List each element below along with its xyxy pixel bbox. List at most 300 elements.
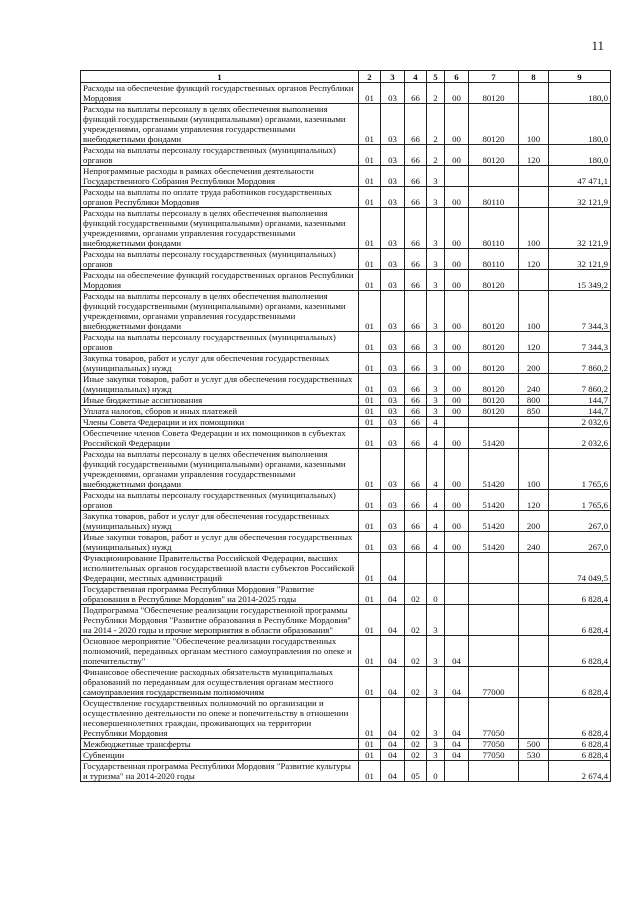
code-expense-type: 240: [519, 532, 549, 553]
header-cell: 6: [445, 71, 469, 83]
row-name: Осуществление государственных полномочий по организации и осуществлению деятельности по опеке и попечительству в отношении несовершеннолетних граждан, проживающих на территории Республики Мордовия: [81, 698, 359, 739]
code-activity: 00: [445, 104, 469, 145]
code-section: 01: [359, 761, 381, 782]
code-expense-type: [519, 761, 549, 782]
header-cell: 1: [81, 71, 359, 83]
code-target: 80120: [469, 353, 519, 374]
code-subsection: 04: [381, 761, 405, 782]
row-amount: 7 344,3: [549, 291, 611, 332]
code-subprogram: 2: [427, 104, 445, 145]
code-activity: 00: [445, 187, 469, 208]
code-activity: 00: [445, 270, 469, 291]
code-program: 66: [405, 104, 427, 145]
header-cell: 7: [469, 71, 519, 83]
row-name: Расходы на выплаты персоналу государственных (муниципальных) органов: [81, 332, 359, 353]
header-cell: 4: [405, 71, 427, 83]
code-expense-type: 200: [519, 511, 549, 532]
code-target: 80120: [469, 395, 519, 406]
code-program: 66: [405, 353, 427, 374]
code-program: 66: [405, 270, 427, 291]
code-subprogram: 2: [427, 83, 445, 104]
code-program: 66: [405, 406, 427, 417]
row-amount: 6 828,4: [549, 667, 611, 698]
row-name: Субвенции: [81, 750, 359, 761]
row-name: Расходы на выплаты персоналу государственных (муниципальных) органов: [81, 145, 359, 166]
code-section: 01: [359, 739, 381, 750]
code-target: 80110: [469, 187, 519, 208]
code-activity: 00: [445, 208, 469, 249]
code-section: 01: [359, 667, 381, 698]
code-expense-type: [519, 636, 549, 667]
code-subprogram: 3: [427, 166, 445, 187]
row-name: Основное мероприятие "Обеспечение реализации государственных полномочий, переданных органам местного самоуправления по опеке и попечительству": [81, 636, 359, 667]
code-section: 01: [359, 511, 381, 532]
code-activity: 04: [445, 636, 469, 667]
table-row: [81, 187, 611, 208]
table-row: [81, 761, 611, 782]
code-subsection: 04: [381, 553, 405, 584]
code-activity: 00: [445, 83, 469, 104]
row-name: Закупка товаров, работ и услуг для обеспечения государственных (муниципальных) нужд: [81, 353, 359, 374]
code-target: 80120: [469, 270, 519, 291]
table-row: [81, 667, 611, 698]
code-activity: 04: [445, 698, 469, 739]
code-program: 02: [405, 750, 427, 761]
code-subprogram: 4: [427, 532, 445, 553]
row-amount: 2 032,6: [549, 417, 611, 428]
code-program: 66: [405, 395, 427, 406]
code-subprogram: 4: [427, 449, 445, 490]
row-name: Расходы на выплаты персоналу государственных (муниципальных) органов: [81, 249, 359, 270]
code-target: 51420: [469, 490, 519, 511]
code-target: 51420: [469, 511, 519, 532]
code-section: 01: [359, 449, 381, 490]
code-expense-type: 100: [519, 291, 549, 332]
code-activity: 00: [445, 406, 469, 417]
code-program: 02: [405, 636, 427, 667]
row-name: Иные закупки товаров, работ и услуг для обеспечения государственных (муниципальных) нужд: [81, 374, 359, 395]
code-section: 01: [359, 417, 381, 428]
code-program: 66: [405, 428, 427, 449]
code-subsection: 04: [381, 605, 405, 636]
table-row: [81, 104, 611, 145]
code-subsection: 04: [381, 584, 405, 605]
code-program: 05: [405, 761, 427, 782]
code-target: 80110: [469, 208, 519, 249]
code-expense-type: [519, 187, 549, 208]
code-section: 01: [359, 145, 381, 166]
row-name: Расходы на выплаты персоналу в целях обеспечения выполнения функций государственными (муниципальными) органами, казенными учреждениями, органами управления государственными внебюджетными фондами: [81, 104, 359, 145]
code-program: 02: [405, 698, 427, 739]
code-subsection: 03: [381, 291, 405, 332]
code-section: 01: [359, 698, 381, 739]
row-amount: 180,0: [549, 145, 611, 166]
code-expense-type: [519, 417, 549, 428]
row-name: Закупка товаров, работ и услуг для обеспечения государственных (муниципальных) нужд: [81, 511, 359, 532]
table-row: [81, 249, 611, 270]
row-amount: 267,0: [549, 532, 611, 553]
row-amount: 6 828,4: [549, 584, 611, 605]
code-subsection: 03: [381, 532, 405, 553]
code-subprogram: 3: [427, 636, 445, 667]
code-target: 80120: [469, 406, 519, 417]
code-section: 01: [359, 291, 381, 332]
code-section: 01: [359, 332, 381, 353]
code-section: 01: [359, 395, 381, 406]
code-section: 01: [359, 187, 381, 208]
code-activity: 00: [445, 332, 469, 353]
row-amount: 6 828,4: [549, 750, 611, 761]
row-name: Расходы на выплаты персоналу государственных (муниципальных) органов: [81, 490, 359, 511]
code-target: 80120: [469, 83, 519, 104]
code-target: 80120: [469, 374, 519, 395]
code-subprogram: 4: [427, 428, 445, 449]
code-program: 66: [405, 490, 427, 511]
code-subsection: 03: [381, 449, 405, 490]
code-activity: 00: [445, 291, 469, 332]
code-target: 80110: [469, 249, 519, 270]
row-name: Государственная программа Республики Мордовия "Развитие культуры и туризма" на 2014-2020 годы: [81, 761, 359, 782]
row-name: Иные бюджетные ассигнования: [81, 395, 359, 406]
header-cell: 5: [427, 71, 445, 83]
code-subprogram: 4: [427, 417, 445, 428]
code-program: 66: [405, 417, 427, 428]
code-activity: 04: [445, 750, 469, 761]
code-expense-type: 200: [519, 353, 549, 374]
code-program: 66: [405, 187, 427, 208]
code-activity: 00: [445, 249, 469, 270]
table-row: [81, 417, 611, 428]
row-amount: 2 032,6: [549, 428, 611, 449]
table-row: [81, 291, 611, 332]
code-target: 51420: [469, 449, 519, 490]
row-amount: 267,0: [549, 511, 611, 532]
code-section: 01: [359, 605, 381, 636]
code-expense-type: [519, 166, 549, 187]
row-name: Функционирование Правительства Российской Федерации, высших исполнительных органов государственной власти субъектов Российской Федерации, местных администраций: [81, 553, 359, 584]
code-subsection: 03: [381, 270, 405, 291]
code-target: [469, 417, 519, 428]
code-activity: [445, 584, 469, 605]
code-section: 01: [359, 553, 381, 584]
code-activity: [445, 166, 469, 187]
code-program: 66: [405, 291, 427, 332]
table-body: [81, 83, 611, 782]
code-section: 01: [359, 750, 381, 761]
code-subprogram: 3: [427, 208, 445, 249]
row-amount: 7 344,3: [549, 332, 611, 353]
code-subsection: 04: [381, 698, 405, 739]
code-expense-type: [519, 270, 549, 291]
row-name: Расходы на выплаты персоналу в целях обеспечения выполнения функций государственными (муниципальными) органами, казенными учреждениями, органами управления государственными внебюджетными фондами: [81, 208, 359, 249]
code-target: 80120: [469, 145, 519, 166]
code-program: 66: [405, 208, 427, 249]
code-program: 66: [405, 145, 427, 166]
code-activity: 00: [445, 374, 469, 395]
code-program: 66: [405, 374, 427, 395]
code-activity: 04: [445, 667, 469, 698]
code-section: 01: [359, 83, 381, 104]
code-target: [469, 553, 519, 584]
row-amount: 180,0: [549, 83, 611, 104]
code-subsection: 03: [381, 406, 405, 417]
row-amount: 2 674,4: [549, 761, 611, 782]
code-target: 80120: [469, 332, 519, 353]
row-amount: 1 765,6: [549, 449, 611, 490]
code-activity: 00: [445, 449, 469, 490]
table-row: [81, 83, 611, 104]
table-row: [81, 270, 611, 291]
row-name: Члены Совета Федерации и их помощники: [81, 417, 359, 428]
code-subsection: 03: [381, 374, 405, 395]
header-cell: 3: [381, 71, 405, 83]
code-target: 80120: [469, 104, 519, 145]
code-subprogram: 2: [427, 145, 445, 166]
row-amount: 144,7: [549, 406, 611, 417]
code-subprogram: 3: [427, 605, 445, 636]
row-amount: 7 860,2: [549, 374, 611, 395]
code-target: [469, 605, 519, 636]
code-program: 66: [405, 532, 427, 553]
code-activity: 00: [445, 395, 469, 406]
code-program: 66: [405, 249, 427, 270]
row-name: Межбюджетные трансферты: [81, 739, 359, 750]
code-subsection: 03: [381, 353, 405, 374]
code-section: 01: [359, 532, 381, 553]
header-cell: 9: [549, 71, 611, 83]
code-subprogram: 3: [427, 406, 445, 417]
table-row: [81, 490, 611, 511]
code-activity: [445, 605, 469, 636]
code-subprogram: [427, 553, 445, 584]
code-expense-type: 850: [519, 406, 549, 417]
code-expense-type: [519, 83, 549, 104]
header-cell: 8: [519, 71, 549, 83]
table-row: [81, 750, 611, 761]
code-subprogram: 4: [427, 511, 445, 532]
code-target: 80120: [469, 291, 519, 332]
code-section: 01: [359, 353, 381, 374]
code-activity: 04: [445, 739, 469, 750]
code-subprogram: 0: [427, 761, 445, 782]
code-program: 02: [405, 584, 427, 605]
table-row: [81, 553, 611, 584]
row-amount: 15 349,2: [549, 270, 611, 291]
code-expense-type: [519, 428, 549, 449]
code-target: [469, 636, 519, 667]
code-subprogram: 3: [427, 291, 445, 332]
table-row: [81, 353, 611, 374]
code-expense-type: 120: [519, 249, 549, 270]
code-expense-type: [519, 553, 549, 584]
table-row: [81, 332, 611, 353]
code-section: 01: [359, 584, 381, 605]
row-name: Уплата налогов, сборов и иных платежей: [81, 406, 359, 417]
code-subsection: 03: [381, 417, 405, 428]
code-program: 66: [405, 166, 427, 187]
code-expense-type: 530: [519, 750, 549, 761]
row-name: Расходы на обеспечение функций государственных органов Республики Мордовия: [81, 270, 359, 291]
code-subsection: 03: [381, 83, 405, 104]
code-subsection: 03: [381, 511, 405, 532]
code-subprogram: 3: [427, 374, 445, 395]
row-name: Расходы на выплаты персоналу в целях обеспечения выполнения функций государственными (муниципальными) органами, казенными учреждениями, органами управления государственными внебюджетными фондами: [81, 449, 359, 490]
code-subsection: 03: [381, 249, 405, 270]
code-program: 66: [405, 449, 427, 490]
code-subsection: 04: [381, 636, 405, 667]
code-section: 01: [359, 636, 381, 667]
row-name: Финансовое обеспечение расходных обязательств муниципальных образований по переданным для осуществления органам местного самоуправления государственным полномочиям: [81, 667, 359, 698]
code-target: 51420: [469, 532, 519, 553]
row-name: Расходы на выплаты персоналу в целях обеспечения выполнения функций государственными (муниципальными) органами, казенными учреждениями, органами управления государственными внебюджетными фондами: [81, 291, 359, 332]
code-section: 01: [359, 270, 381, 291]
code-target: 51420: [469, 428, 519, 449]
row-name: Иные закупки товаров, работ и услуг для обеспечения государственных (муниципальных) нужд: [81, 532, 359, 553]
code-expense-type: [519, 605, 549, 636]
row-name: Обеспечение членов Совета Федерации и их помощников в субъектах Российской Федерации: [81, 428, 359, 449]
row-amount: 47 471,1: [549, 166, 611, 187]
code-expense-type: 100: [519, 208, 549, 249]
code-target: [469, 166, 519, 187]
code-subprogram: 3: [427, 698, 445, 739]
budget-table: [80, 70, 611, 782]
table-row: [81, 406, 611, 417]
code-expense-type: 120: [519, 145, 549, 166]
row-amount: 32 121,9: [549, 208, 611, 249]
table-row: [81, 739, 611, 750]
code-subsection: 04: [381, 739, 405, 750]
row-amount: 144,7: [549, 395, 611, 406]
table-row: [81, 449, 611, 490]
header-cell: 2: [359, 71, 381, 83]
row-amount: 180,0: [549, 104, 611, 145]
code-section: 01: [359, 166, 381, 187]
code-section: 01: [359, 428, 381, 449]
code-subsection: 04: [381, 750, 405, 761]
row-name: Непрограммные расходы в рамках обеспечения деятельности Государственного Собрания Республики Мордовия: [81, 166, 359, 187]
code-subsection: 03: [381, 104, 405, 145]
table-row: [81, 605, 611, 636]
row-amount: 6 828,4: [549, 739, 611, 750]
code-subprogram: 3: [427, 353, 445, 374]
code-activity: 00: [445, 145, 469, 166]
row-name: Государственная программа Республики Мордовия "Развитие образования в Республике Мордовия" на 2014-2025 годы: [81, 584, 359, 605]
code-subprogram: 0: [427, 584, 445, 605]
code-program: 02: [405, 739, 427, 750]
code-expense-type: 100: [519, 104, 549, 145]
code-section: 01: [359, 249, 381, 270]
code-program: 02: [405, 605, 427, 636]
code-subsection: 03: [381, 145, 405, 166]
code-subprogram: 3: [427, 395, 445, 406]
table-row: [81, 428, 611, 449]
code-target: 77050: [469, 698, 519, 739]
table-row: [81, 208, 611, 249]
code-subprogram: 3: [427, 187, 445, 208]
code-expense-type: 120: [519, 490, 549, 511]
code-subsection: 03: [381, 332, 405, 353]
code-subsection: 03: [381, 428, 405, 449]
code-subprogram: 3: [427, 332, 445, 353]
code-target: 77050: [469, 750, 519, 761]
code-subsection: 03: [381, 490, 405, 511]
table-row: [81, 145, 611, 166]
code-expense-type: 120: [519, 332, 549, 353]
table-row: [81, 374, 611, 395]
code-subprogram: 3: [427, 270, 445, 291]
table-row: [81, 636, 611, 667]
code-program: 02: [405, 667, 427, 698]
code-subsection: 03: [381, 187, 405, 208]
code-subsection: 03: [381, 166, 405, 187]
table-row: [81, 511, 611, 532]
row-amount: 6 828,4: [549, 605, 611, 636]
code-activity: 00: [445, 490, 469, 511]
code-subsection: 03: [381, 208, 405, 249]
code-activity: 00: [445, 511, 469, 532]
code-activity: [445, 553, 469, 584]
row-name: Подпрограмма "Обеспечение реализации государственной программы Республики Мордовия "Развитие образования в Республике Мордовия" на 2014 - 2020 годы и прочие мероприятия в области образования": [81, 605, 359, 636]
table-row: [81, 532, 611, 553]
code-subprogram: 3: [427, 750, 445, 761]
code-expense-type: [519, 667, 549, 698]
table-row: [81, 584, 611, 605]
code-section: 01: [359, 490, 381, 511]
code-target: 77050: [469, 739, 519, 750]
table-header-row: [81, 71, 611, 83]
row-amount: 1 765,6: [549, 490, 611, 511]
code-expense-type: [519, 698, 549, 739]
code-expense-type: 100: [519, 449, 549, 490]
code-section: 01: [359, 406, 381, 417]
row-amount: 32 121,9: [549, 249, 611, 270]
row-amount: 6 828,4: [549, 698, 611, 739]
row-name: Расходы на выплаты по оплате труда работников государственных органов Республики Мордовия: [81, 187, 359, 208]
code-expense-type: 500: [519, 739, 549, 750]
code-subprogram: 3: [427, 739, 445, 750]
code-subprogram: 3: [427, 667, 445, 698]
code-subsection: 03: [381, 395, 405, 406]
code-activity: [445, 417, 469, 428]
code-target: [469, 584, 519, 605]
row-amount: 6 828,4: [549, 636, 611, 667]
table-row: [81, 166, 611, 187]
row-name: Расходы на обеспечение функций государственных органов Республики Мордовия: [81, 83, 359, 104]
page-number: 11: [591, 38, 604, 53]
code-expense-type: [519, 584, 549, 605]
code-section: 01: [359, 374, 381, 395]
code-program: 66: [405, 332, 427, 353]
row-amount: 32 121,9: [549, 187, 611, 208]
code-section: 01: [359, 208, 381, 249]
code-activity: 00: [445, 353, 469, 374]
table-row: [81, 395, 611, 406]
code-expense-type: 800: [519, 395, 549, 406]
code-activity: [445, 761, 469, 782]
code-target: [469, 761, 519, 782]
code-subprogram: 3: [427, 249, 445, 270]
code-subprogram: 4: [427, 490, 445, 511]
code-target: 77000: [469, 667, 519, 698]
row-amount: 74 049,5: [549, 553, 611, 584]
code-activity: 00: [445, 532, 469, 553]
code-program: 66: [405, 511, 427, 532]
table-row: [81, 698, 611, 739]
code-section: 01: [359, 104, 381, 145]
code-program: [405, 553, 427, 584]
code-program: 66: [405, 83, 427, 104]
row-amount: 7 860,2: [549, 353, 611, 374]
